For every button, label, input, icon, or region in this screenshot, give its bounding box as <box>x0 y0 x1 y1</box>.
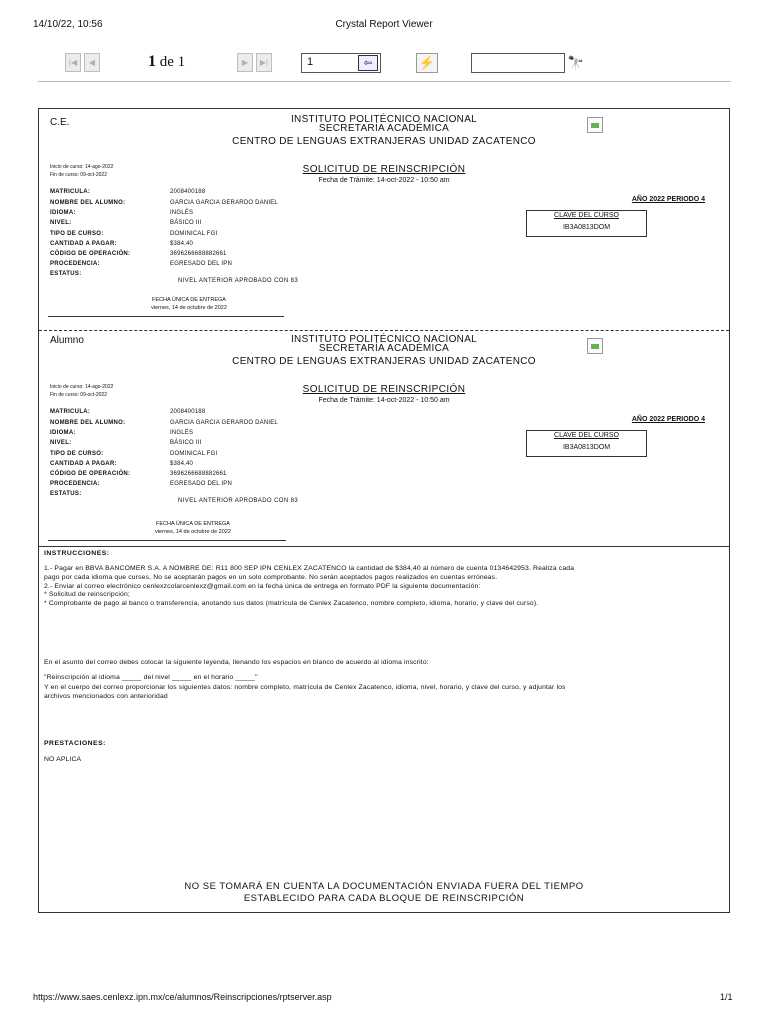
field-value: $384,40 <box>170 241 194 247</box>
asunto-template: "Reinscripción al idioma _____ del nivel _____ en el horario _____" <box>44 674 258 681</box>
signature-line <box>48 540 286 541</box>
section-divider <box>39 546 729 547</box>
centro-name: CENTRO DE LENGUAS EXTRANJERAS UNIDAD ZACATENCO <box>232 356 536 367</box>
logo-image-icon <box>587 117 603 133</box>
binoculars-icon: 🔭 <box>567 55 585 70</box>
field-label: ESTATUS: <box>50 491 82 497</box>
clave-box <box>526 430 647 457</box>
clave-label: CLAVE DEL CURSO <box>554 432 619 439</box>
nivel-anterior: NIVEL ANTERIOR APROBADO CON 83 <box>178 498 299 504</box>
previous-page-icon: ◀ <box>88 58 96 67</box>
search-button[interactable] <box>565 53 587 73</box>
instruction-line: 1.- Pagar en BBVA BANCOMER S.A. A NOMBRE DE: R11 800 SEP IPN CENLEX ZACATENCO la cantidad de $384,40 al número de cuenta 0134642953. Realiza cada <box>44 565 575 572</box>
field-value: EGRESADO DEL IPN <box>170 261 232 267</box>
field-value: 2008400188 <box>170 189 206 195</box>
anio-periodo: AÑO 2022 PERIODO 4 <box>631 416 705 423</box>
secretaria-name: SECRETARÍA ACADÉMICA <box>318 123 450 134</box>
fecha-unica <box>99 296 279 312</box>
fecha-unica-value: viernes, 14 de octubre de 2022 <box>151 305 227 311</box>
asunto-intro: En el asunto del correo debes colocar la siguiente leyenda, llenando los espacios en blanco de acuerdo al idioma inscrito: <box>44 659 429 666</box>
field-label: NIVEL: <box>50 220 72 226</box>
fecha-unica-value: viernes, 14 de octubre de 2022 <box>155 529 231 535</box>
field-value: $384,40 <box>170 461 194 467</box>
course-end: Fin de curso: 09-oct-2022 <box>50 392 107 398</box>
goto-page-button[interactable] <box>358 55 378 71</box>
centro-name: CENTRO DE LENGUAS EXTRANJERAS UNIDAD ZACATENCO <box>232 136 536 147</box>
lightning-icon: ⚡ <box>418 55 436 70</box>
clave-box <box>526 210 647 237</box>
previous-page-button[interactable] <box>84 53 100 72</box>
goto-arrow-icon: ⇦ <box>363 57 373 69</box>
field-label: CANTIDAD A PAGAR: <box>50 241 117 247</box>
instructions-heading: INSTRUCCIONES: <box>44 550 110 557</box>
field-value: 3696266688882661 <box>170 251 227 257</box>
copy-label: Alumno <box>50 335 84 346</box>
page-indicator <box>148 53 185 71</box>
field-value: DOMINICAL FGI <box>170 451 218 457</box>
clave-label: CLAVE DEL CURSO <box>554 212 619 219</box>
document-title: SOLICITUD DE REINSCRIPCIÓN <box>302 384 466 395</box>
field-label: MATRICULA: <box>50 189 91 195</box>
course-end: Fin de curso: 09-oct-2022 <box>50 172 107 178</box>
last-page-icon: ▶| <box>259 58 269 67</box>
field-value: EGRESADO DEL IPN <box>170 481 232 487</box>
field-value: GARCIA GARCIA GERARDO DANIEL <box>170 200 278 206</box>
field-label: ESTATUS: <box>50 271 82 277</box>
field-label: CÓDIGO DE OPERACIÓN: <box>50 251 131 257</box>
instruction-line: pago por cada idioma que curses. No se aceptarán pagos en un solo comprobante. No serán aceptados pagos realizados en cuentas erróneas. <box>44 574 498 581</box>
fecha-tramite: Fecha de Trámite: 14-oct-2022 - 10:50 am <box>318 177 450 184</box>
report-page <box>38 108 730 913</box>
field-label: CÓDIGO DE OPERACIÓN: <box>50 471 131 477</box>
field-value: INGLÉS <box>170 430 194 436</box>
signature-line <box>48 316 284 317</box>
goto-page-input[interactable] <box>301 53 381 73</box>
course-start: Inicio de curso: 14-ago-2022 <box>50 164 114 170</box>
field-label: NOMBRE DEL ALUMNO: <box>50 420 126 426</box>
nivel-anterior: NIVEL ANTERIOR APROBADO CON 83 <box>178 278 299 284</box>
first-page-button[interactable] <box>65 53 81 72</box>
final-notice-line1: NO SE TOMARÁ EN CUENTA LA DOCUMENTACIÓN ENVIADA FUERA DEL TIEMPO <box>184 881 584 892</box>
prestaciones-heading: PRESTACIONES: <box>44 740 106 747</box>
field-value: INGLÉS <box>170 210 194 216</box>
field-label: TIPO DE CURSO: <box>50 231 104 237</box>
field-label: IDIOMA: <box>50 430 76 436</box>
goto-page-value: 1 <box>307 56 314 68</box>
field-value: BÁSICO III <box>170 220 202 226</box>
last-page-button[interactable] <box>256 53 272 72</box>
search-input[interactable] <box>471 53 565 73</box>
field-label: NOMBRE DEL ALUMNO: <box>50 200 126 206</box>
copy-ce <box>39 109 729 331</box>
field-value: BÁSICO III <box>170 440 202 446</box>
secretaria-name: SECRETARÍA ACADÉMICA <box>318 343 450 354</box>
prestaciones-value: NO APLICA <box>44 756 82 763</box>
print-datetime: 14/10/22, 10:56 <box>33 19 103 30</box>
fecha-unica-label: FECHA ÚNICA DE ENTREGA <box>152 297 226 303</box>
cuerpo-line: archivos mencionados con anterioridad <box>44 693 168 700</box>
field-label: MATRICULA: <box>50 409 91 415</box>
field-label: PROCEDENCIA: <box>50 481 100 487</box>
first-page-icon: |◀ <box>68 58 78 67</box>
field-label: PROCEDENCIA: <box>50 261 100 267</box>
next-page-button[interactable] <box>237 53 253 72</box>
anio-periodo: AÑO 2022 PERIODO 4 <box>631 196 705 203</box>
page-count: 1/1 <box>720 992 733 1002</box>
current-page: 1 <box>148 53 156 70</box>
field-label: IDIOMA: <box>50 210 76 216</box>
clave-value: IB3A0813DOM <box>562 444 611 451</box>
field-value: 3696266688882661 <box>170 471 227 477</box>
next-page-icon: ▶ <box>241 58 249 67</box>
field-label: NIVEL: <box>50 440 72 446</box>
cuerpo-line: Y en el cuerpo del correo proporcionar los siguientes datos: nombre completo, matrícula de Cenlex Zacatenco, idioma, nivel, horario, y clave del curso, y adjuntar los <box>44 684 566 691</box>
final-notice-line2: ESTABLECIDO PARA CADA BLOQUE DE REINSCRIPCIÓN <box>243 893 525 904</box>
toolbar-divider <box>38 81 731 82</box>
instruction-line: 2.- Enviar al correo electrónico cenlexzcolarcenlexz@gmail.com en la fecha única de entrega en formato PDF la siguiente documentación: <box>44 583 481 590</box>
export-button[interactable] <box>416 53 438 73</box>
field-value: DOMINICAL FGI <box>170 231 218 237</box>
document-title: SOLICITUD DE REINSCRIPCIÓN <box>302 164 466 175</box>
window-title: Crystal Report Viewer <box>335 19 433 30</box>
institution-name: INSTITUTO POLITÉCNICO NACIONAL <box>290 114 478 125</box>
fecha-unica <box>103 520 283 536</box>
fecha-tramite: Fecha de Trámite: 14-oct-2022 - 10:50 am <box>318 397 450 404</box>
instruction-line: * Comprobante de pago al banco o transferencia, anotando sus datos (matrícula de Cenlex Zacatenco, nombre completo, idioma, horario, y clave del curso). <box>44 600 539 607</box>
page-url: https://www.saes.cenlexz.ipn.mx/ce/alumnos/Reinscripciones/rptserver.asp <box>33 992 332 1002</box>
page-total: de 1 <box>159 54 186 70</box>
fecha-unica-label: FECHA ÚNICA DE ENTREGA <box>156 521 230 527</box>
instruction-line: * Solicitud de reinscripción; <box>44 591 130 598</box>
clave-value: IB3A0813DOM <box>562 224 611 231</box>
copy-alumno <box>39 331 729 548</box>
field-label: CANTIDAD A PAGAR: <box>50 461 117 467</box>
course-start: Inicio de curso: 14-ago-2022 <box>50 384 114 390</box>
field-label: TIPO DE CURSO: <box>50 451 104 457</box>
institution-name: INSTITUTO POLITÉCNICO NACIONAL <box>290 334 478 345</box>
copy-label: C.E. <box>50 117 70 128</box>
field-value: GARCIA GARCIA GERARDO DANIEL <box>170 420 278 426</box>
field-value: 2008400188 <box>170 409 206 415</box>
logo-image-icon <box>587 338 603 354</box>
